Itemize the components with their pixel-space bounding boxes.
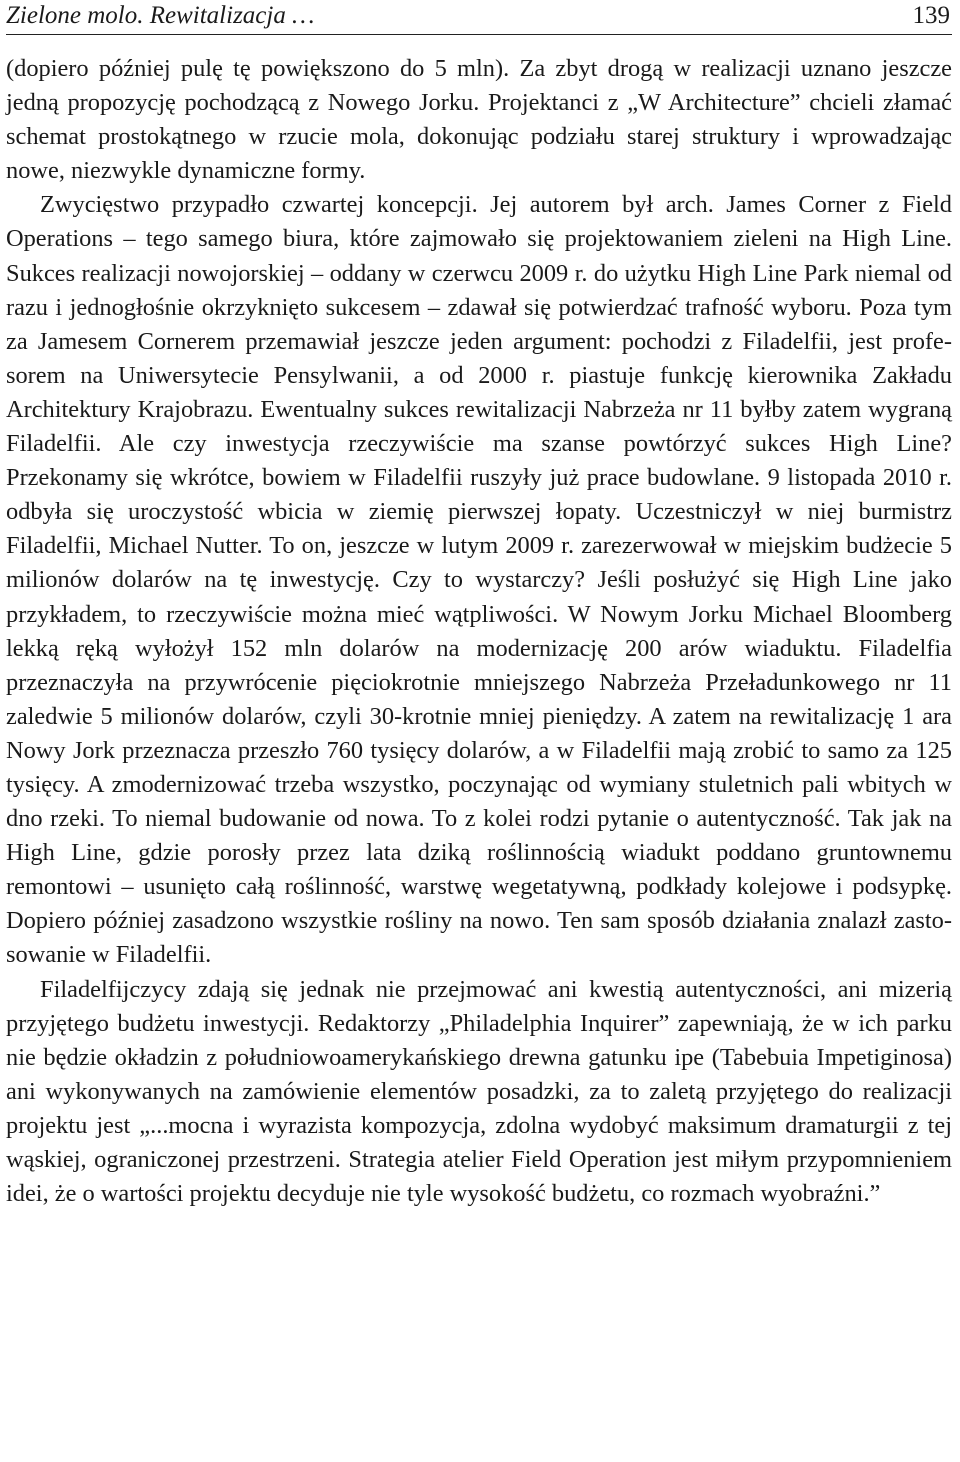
paragraph: Filadelfijczycy zdają się jednak nie przejmować ani kwestią autentyczności, ani mizerią przyjętego budżetu inwestycji. Redaktorzy „Philadelphia Inquirer” zapewniają, że w ich parku nie będzie okładzin z południowoamerykańskiego drewna gatunku ipe (Tabebuia Impetiginosa) ani wykonywanych na zamówienie elementów posadzki, za to zaletą przyjętego do realizacji projektu jest „...mocna i wyrazista kompozycja, zdolna wydobyć maksimum dramaturgii z tej wąskiej, ograniczonej przestrzeni. Strategia atelier Field Operation jest miłym przypomnieniem idei, że o wartości projektu decyduje nie tyle wysokość budżetu, co rozmach wyobraźni.”: [6, 975, 952, 1208]
paragraph-continued: (dopiero później pulę tę powiększono do 5 mln). Za zbyt drogą w realizacji uznano jeszcze jedną propozycję pochodzącą z Nowego Jorku. Projektanci z „W Architecture” chcieli złamać schemat prostokątnego w rzucie mola, dokonując podziału starej struktury i wprowadzając nowe, niezwykle dynamiczne formy.: [6, 55, 952, 185]
running-header: [6, 0, 952, 35]
body-text: [6, 52, 952, 1211]
page-number: 139: [912, 2, 950, 29]
document-page: [6, 0, 952, 1462]
running-header-title: Zielone molo. Rewitalizacja …: [6, 2, 315, 29]
paragraph: Zwycięstwo przypadło czwartej koncepcji. Jej autorem był arch. James Corner z Field Operations – tego samego biura, które zajmowało się projektowaniem zieleni na High Line. Sukces realizacji nowojorskiej – oddany w czerwcu 2009 r. do użytku High Line Park niemal od razu i jednogłośnie okrzyknięto sukcesem – zdawał się potwierdzać trafność wyboru. Poza tym za Jamesem Cornerem przemawiał jeszcze jeden argument: pochodzi z Filadelfii, jest profesorem na Uniwersytecie Pensylwanii, a od 2000 r. piastuje funkcję kierownika Zakładu Architektury Krajobrazu. Ewentualny sukces rewitalizacji Nabrzeża nr 11 byłby zatem wygraną Filadelfii. Ale czy inwestycja rzeczywiście ma szanse powtórzyć sukces High Line? Przekonamy się wkrótce, bowiem w Filadelfii ruszyły już prace budowlane. 9 listopada 2010 r. odbyła się uroczystość wbicia w ziemię pierwszej łopaty. Uczestniczył w niej burmistrz Filadelfii, Michael Nutter. To on, jeszcze w lutym 2009 r. zarezerwował w miejskim budżecie 5 milionów dolarów na tę inwestycję. Czy to wystarczy? Jeśli posłużyć się High Line jako przykładem, to rzeczywiście można mieć wątpliwości. W Nowym Jorku Michael Bloomberg lekką ręką wyłożył 152 mln dolarów na modernizację 200 arów wiaduktu. Filadelfia przeznaczyła na przywrócenie pięciokrotnie mniejszego Nabrzeża Przeładunkowego nr 11 zaledwie 5 milionów dolarów, czyli 30-krotnie mniej pieniędzy. A zatem na rewitalizację 1 ara Nowy Jork przeznacza przeszło 760 tysięcy dolarów, a w Filadelfii mają zrobić to samo za 125 tysięcy. A zmodernizować trzeba wszystko, poczynając od wymiany stuletnich pali wbitych w dno rzeki. To niemal budowanie od nowa. To z kolei rodzi pytanie o autentyczność. Tak jak na High Line, gdzie porosły przez lata dziką roślinnością wiadukt poddano gruntownemu remontowi – usunięto całą roślinność, warstwę wegetatywną, podkłady kolejowe i podsypkę. Dopiero później zasadzono wszystkie rośliny na nowo. Ten sam sposób działania znalazł zastosowanie w Filadelfii.: [6, 191, 952, 969]
